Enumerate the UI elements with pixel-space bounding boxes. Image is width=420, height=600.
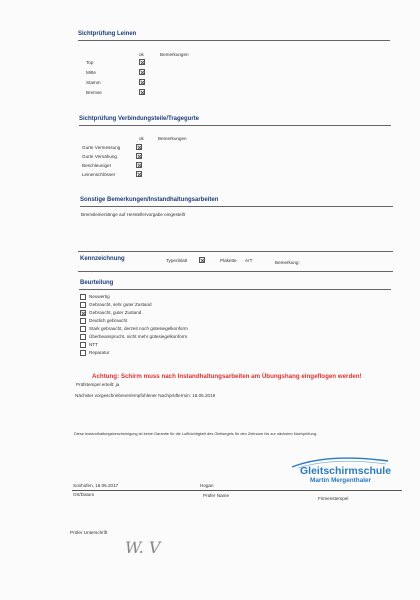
rating-deutlich-label: Deutlich gebraucht <box>89 318 128 323</box>
lines-item-stamm: Stamm <box>86 80 101 85</box>
rating-reparatur-checkbox[interactable] <box>80 350 86 356</box>
school-logo <box>288 455 392 495</box>
signature: W. V <box>125 538 161 557</box>
lines-item-top: Top <box>86 60 94 65</box>
rating-deutlich-checkbox[interactable] <box>80 318 86 324</box>
signature-label: Prüfer Unterschrift <box>70 530 108 535</box>
rating-ntt-checkbox[interactable] <box>80 342 86 348</box>
connections-remarks-header: Bemerkungen <box>158 136 187 141</box>
rating-ueberbeansprucht-checkbox[interactable] <box>80 334 86 340</box>
divider <box>79 289 391 290</box>
logo-line1: Gleitschirmschule <box>300 465 392 477</box>
company-stamp-label: Firmenstempel <box>318 496 349 501</box>
rating-title: Beurteilung <box>80 280 114 286</box>
plaque-value: ArT <box>245 258 253 263</box>
footer-line <box>72 490 402 491</box>
rating-sehr-gut-label: Gebraucht, sehr guter Zustand <box>89 302 152 307</box>
divider <box>80 206 393 207</box>
rating-sehr-gut-checkbox[interactable] <box>80 302 86 308</box>
connections-item-vermessung: Gurte Vermessung <box>82 145 121 150</box>
connections-item-beschleuniger: Beschleuniger <box>82 163 112 168</box>
rating-stark-checkbox[interactable] <box>80 326 86 332</box>
place-date-label: Ort/Datum <box>73 492 95 497</box>
connections-beschleuniger-checkbox[interactable] <box>136 162 142 168</box>
type-plate-label: Typenblatt <box>166 258 188 263</box>
lines-ok-header: ok <box>139 52 144 57</box>
disclaimer-text: Diese Instandhaltungsbescheinigung ist keine Garantie für die Lufttüchtigkeit des Gleitsegels für den Zeitraum bis zur nächsten Nachprüfung. <box>74 431 318 436</box>
connections-vernaehung-checkbox[interactable] <box>136 153 142 159</box>
connections-leinenschloesser-checkbox[interactable] <box>136 171 142 177</box>
inspector-name-label: Prüfer Name <box>203 493 230 498</box>
lines-stamm-checkbox[interactable] <box>139 79 145 85</box>
rating-neuwertig-checkbox[interactable] <box>80 294 86 300</box>
rating-ueberbeansprucht-label: Überbeansprucht, nicht mehr gütesiegelkonform <box>89 334 188 339</box>
divider <box>79 125 391 126</box>
lines-mitte-checkbox[interactable] <box>139 69 145 75</box>
other-remarks-text: Bremsleinenlänge auf Herstellervorgabe eingestellt <box>81 212 185 217</box>
lines-item-bremse: Bremse <box>86 90 102 95</box>
rating-reparatur-label: Reparatur <box>89 350 110 355</box>
lines-bremse-checkbox[interactable] <box>139 89 145 95</box>
rating-ntt-label: NTT <box>89 342 98 347</box>
lines-item-mitte: Mitte <box>86 70 96 75</box>
connections-item-vernaehung: Gurte Vernähung <box>82 154 117 159</box>
plaque-label: Plakette <box>220 258 237 263</box>
divider <box>78 271 393 272</box>
rating-gut-label: Gebraucht, guter Zustand <box>89 310 142 315</box>
place-date-value: Sonhofen, 16.05.2017 <box>73 483 119 488</box>
divider <box>78 251 393 252</box>
lines-check-title: Sichtprüfung Leinen <box>78 31 137 37</box>
divider <box>78 40 390 41</box>
rating-neuwertig-label: Neuwertig <box>89 294 110 299</box>
connections-check-title: Sichtprüfung Verbindungsteile/Tragegurte <box>79 116 200 122</box>
type-plate-checkbox[interactable] <box>199 257 205 263</box>
lines-top-checkbox[interactable] <box>139 59 145 65</box>
logo-line2: Martin Mergenthaler <box>310 477 372 484</box>
other-remarks-title: Sonstige Bemerkungen/Instandhaltungsarbeiten <box>80 197 219 203</box>
connections-item-leinenschloesser: Leinenschlösser <box>82 172 116 177</box>
warning-text: Achtung: Schirm muss nach Instandhaltungsarbeiten am Übungshang eingeflogen werden! <box>92 373 362 380</box>
lines-remarks-header: Bemerkungen <box>160 52 189 57</box>
rating-stark-label: Stark gebraucht, derzeit noch gütesiegelkonform <box>89 326 188 331</box>
inspector-name-value: Hogan <box>200 483 214 488</box>
connections-ok-header: ok <box>139 136 144 141</box>
marking-title: Kennzeichnung <box>80 256 125 262</box>
marking-remark-label: Bemerkung: <box>275 260 300 265</box>
rating-gut-checkbox[interactable] <box>80 310 86 316</box>
next-check-date: Nächster vorgeschriebener/empfohlener Nachprüftermin: 16.05.2019 <box>75 393 216 398</box>
stamp-line: Prüfstempel erteilt: ja <box>76 382 120 387</box>
connections-vermessung-checkbox[interactable] <box>136 144 142 150</box>
